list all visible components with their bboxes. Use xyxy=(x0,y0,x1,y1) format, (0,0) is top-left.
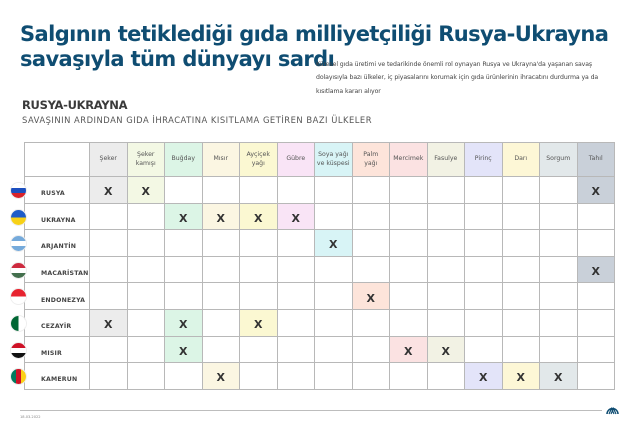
column-header xyxy=(465,143,503,177)
restriction-cell xyxy=(577,283,615,310)
restriction-cell xyxy=(165,363,203,390)
column-header-label: Tahıl xyxy=(588,155,603,163)
country-cell xyxy=(25,256,90,283)
description: Küresel gıda üretimi ve tedarikinde önemli rol oynayan Rusya ve Ukrayna'da yaşanan savaş dolayısıyla bazı ülkeler, iç piyasalarını korumak için gıda ürünlerinin ihracatını durdurma ya da kısıtlama kararı alıyor xyxy=(316,61,599,95)
restriction-cell xyxy=(277,309,315,336)
country-cell xyxy=(25,336,90,363)
country-name: MACARİSTAN xyxy=(41,270,89,278)
restriction-cell xyxy=(427,283,465,310)
column-header xyxy=(165,143,203,177)
restriction-cell xyxy=(390,203,428,230)
section-subtitle: SAVAŞININ ARDINDAN GIDA İHRACATINA KISITLAMA GETİREN BAZI ÜLKELER xyxy=(22,115,373,125)
restriction-cell xyxy=(315,309,353,336)
section-title: RUSYA-UKRAYNA xyxy=(22,98,128,112)
restriction-cell xyxy=(165,177,203,204)
restriction-mark: X xyxy=(216,211,225,225)
column-header-label: Sorgum xyxy=(546,155,571,163)
argentina-flag-icon xyxy=(11,236,26,251)
restriction-cell xyxy=(465,283,503,310)
country-name: CEZAYİR xyxy=(41,323,72,331)
restriction-mark: X xyxy=(216,371,225,385)
column-header xyxy=(127,143,165,177)
restriction-cell xyxy=(90,256,128,283)
restriction-mark: X xyxy=(554,371,563,385)
restriction-cell xyxy=(277,177,315,204)
column-header-label: Şeker xyxy=(99,155,117,163)
country-cell xyxy=(25,283,90,310)
restriction-mark: X xyxy=(179,211,188,225)
ukraine-flag-icon xyxy=(11,210,26,225)
restriction-mark: X xyxy=(591,185,600,199)
column-header-label: Şeker xyxy=(137,151,155,158)
column-header-label-2: yağı xyxy=(364,159,378,167)
restriction-cell xyxy=(165,309,203,336)
restriction-mark: X xyxy=(254,318,263,332)
restriction-cell xyxy=(502,177,540,204)
table-row xyxy=(25,363,615,390)
restriction-cell xyxy=(127,283,165,310)
column-header xyxy=(240,143,278,177)
egypt-flag-icon xyxy=(11,343,26,358)
restriction-mark: X xyxy=(179,318,188,332)
restriction-cell xyxy=(315,336,353,363)
column-header xyxy=(202,143,240,177)
restriction-cell xyxy=(165,203,203,230)
table-row xyxy=(25,256,615,283)
restriction-cell xyxy=(315,256,353,283)
country-name: ARJANTİN xyxy=(41,243,77,251)
restriction-cell xyxy=(277,230,315,257)
country-name: KAMERUN xyxy=(41,376,78,384)
restriction-cell xyxy=(165,256,203,283)
restriction-cell xyxy=(427,336,465,363)
country-cell xyxy=(25,177,90,204)
restriction-cell xyxy=(240,177,278,204)
country-name: UKRAYNA xyxy=(41,216,76,224)
restriction-mark: X xyxy=(404,344,413,358)
restriction-cell xyxy=(90,309,128,336)
country-name: MISIR xyxy=(41,349,62,357)
column-header-label: Mısır xyxy=(213,155,229,163)
restriction-mark: X xyxy=(441,344,450,358)
restriction-cell xyxy=(540,203,578,230)
restriction-cell xyxy=(90,363,128,390)
restriction-cell xyxy=(90,230,128,257)
table-row xyxy=(25,309,615,336)
column-header-label: Palm xyxy=(363,151,379,158)
restriction-mark: X xyxy=(179,344,188,358)
restriction-cell xyxy=(390,230,428,257)
restriction-cell xyxy=(127,177,165,204)
table-row xyxy=(25,203,615,230)
column-header-label-2: ve küspesi xyxy=(316,159,350,167)
restriction-cell xyxy=(240,309,278,336)
restriction-cell xyxy=(127,309,165,336)
restriction-cell xyxy=(577,309,615,336)
footer-divider xyxy=(20,410,602,411)
indonesia-flag-icon xyxy=(11,289,26,304)
algeria-flag-icon xyxy=(11,316,26,331)
table-row xyxy=(25,177,615,204)
restriction-mark: X xyxy=(141,185,150,199)
restriction-mark: X xyxy=(329,238,338,252)
restriction-cell xyxy=(502,309,540,336)
restriction-cell xyxy=(540,363,578,390)
restriction-cell xyxy=(502,256,540,283)
restriction-cell xyxy=(202,177,240,204)
aa-logo-icon xyxy=(606,404,619,415)
restriction-cell xyxy=(427,309,465,336)
restriction-cell xyxy=(540,177,578,204)
restriction-cell xyxy=(240,283,278,310)
corner-cell xyxy=(25,143,90,177)
restriction-cell xyxy=(202,230,240,257)
restriction-mark: X xyxy=(591,265,600,279)
restriction-cell xyxy=(240,203,278,230)
restriction-cell xyxy=(577,203,615,230)
restriction-cell xyxy=(427,177,465,204)
column-header xyxy=(540,143,578,177)
restriction-cell xyxy=(577,230,615,257)
restriction-cell xyxy=(240,230,278,257)
restriction-cell xyxy=(315,177,353,204)
restriction-cell xyxy=(540,283,578,310)
column-header-label: Darı xyxy=(514,155,528,163)
restriction-cell xyxy=(277,283,315,310)
column-header xyxy=(90,143,128,177)
restriction-cell xyxy=(352,336,390,363)
restriction-cell xyxy=(240,256,278,283)
restriction-mark: X xyxy=(254,211,263,225)
restriction-cell xyxy=(315,283,353,310)
country-name: ENDONEZYA xyxy=(41,296,86,304)
restriction-cell xyxy=(540,309,578,336)
restriction-cell xyxy=(390,177,428,204)
restriction-cell xyxy=(127,363,165,390)
footer-date: 18.03.2022 xyxy=(20,415,41,419)
restriction-cell xyxy=(352,256,390,283)
title-line-1: Salgının tetiklediği gıda milliyetçiliği Rusya-Ukrayna xyxy=(20,22,609,46)
restriction-cell xyxy=(90,283,128,310)
restriction-mark: X xyxy=(479,371,488,385)
hungary-flag-icon xyxy=(11,263,26,278)
restriction-cell xyxy=(540,256,578,283)
restriction-cell xyxy=(465,336,503,363)
restriction-cell xyxy=(315,363,353,390)
restriction-cell xyxy=(465,363,503,390)
restriction-cell xyxy=(540,336,578,363)
restriction-cell xyxy=(352,230,390,257)
restriction-cell xyxy=(390,283,428,310)
restriction-cell xyxy=(90,203,128,230)
restriction-cell xyxy=(502,203,540,230)
restriction-cell xyxy=(465,309,503,336)
header-row xyxy=(25,143,615,177)
restriction-cell xyxy=(390,336,428,363)
restriction-cell xyxy=(502,283,540,310)
restriction-cell xyxy=(202,336,240,363)
table-row xyxy=(25,283,615,310)
restriction-cell xyxy=(390,309,428,336)
restriction-cell xyxy=(165,283,203,310)
restriction-cell xyxy=(577,363,615,390)
column-header-label: Pirinç xyxy=(474,155,492,163)
restriction-cell xyxy=(202,256,240,283)
restriction-cell xyxy=(427,230,465,257)
restriction-cell xyxy=(465,177,503,204)
restriction-cell xyxy=(202,203,240,230)
country-cell xyxy=(25,363,90,390)
restriction-cell xyxy=(202,363,240,390)
column-header-label: Mercimek xyxy=(393,155,424,163)
column-header xyxy=(577,143,615,177)
restriction-cell xyxy=(465,256,503,283)
column-header-label: Fasulye xyxy=(434,155,458,163)
column-header-label: Ayçiçek xyxy=(246,151,270,158)
column-header xyxy=(390,143,428,177)
restriction-cell xyxy=(165,230,203,257)
table-row xyxy=(25,230,615,257)
column-header-label: Buğday xyxy=(171,155,195,163)
column-header xyxy=(315,143,353,177)
restriction-cell xyxy=(502,336,540,363)
restriction-cell xyxy=(277,256,315,283)
country-cell xyxy=(25,309,90,336)
column-header-label: Gübre xyxy=(286,155,306,163)
restriction-cell xyxy=(240,363,278,390)
column-header xyxy=(502,143,540,177)
restriction-cell xyxy=(315,203,353,230)
restriction-cell xyxy=(352,363,390,390)
restriction-cell xyxy=(502,230,540,257)
restriction-mark: X xyxy=(104,185,113,199)
restriction-cell xyxy=(127,230,165,257)
restriction-cell xyxy=(277,336,315,363)
column-header xyxy=(427,143,465,177)
cameroon-flag-icon xyxy=(11,369,26,384)
restriction-cell xyxy=(390,256,428,283)
restriction-cell xyxy=(277,363,315,390)
restriction-cell xyxy=(465,203,503,230)
restriction-cell xyxy=(315,230,353,257)
restriction-mark: X xyxy=(516,371,525,385)
column-header xyxy=(352,143,390,177)
table-row xyxy=(25,336,615,363)
restriction-cell xyxy=(577,256,615,283)
restriction-cell xyxy=(127,203,165,230)
restriction-mark: X xyxy=(366,291,375,305)
restriction-cell xyxy=(577,336,615,363)
restriction-cell xyxy=(240,336,278,363)
restriction-cell xyxy=(577,177,615,204)
restriction-cell xyxy=(352,309,390,336)
restriction-cell xyxy=(352,177,390,204)
column-header-label-2: kamışı xyxy=(135,159,156,167)
restriction-cell xyxy=(277,203,315,230)
restriction-cell xyxy=(352,283,390,310)
restriction-cell xyxy=(427,203,465,230)
country-cell xyxy=(25,203,90,230)
column-header xyxy=(277,143,315,177)
restriction-cell xyxy=(165,336,203,363)
russia-flag-icon xyxy=(11,183,26,198)
restriction-cell xyxy=(127,336,165,363)
column-header-label-2: yağı xyxy=(251,159,265,167)
restriction-cell xyxy=(465,230,503,257)
title-line-2: savaşıyla tüm dünyayı sardı xyxy=(20,47,335,71)
restrictions-table xyxy=(24,142,615,390)
restriction-cell xyxy=(390,363,428,390)
restriction-mark: X xyxy=(291,211,300,225)
restriction-mark: X xyxy=(104,318,113,332)
restriction-cell xyxy=(427,256,465,283)
restriction-cell xyxy=(202,309,240,336)
restriction-cell xyxy=(90,336,128,363)
restriction-cell xyxy=(202,283,240,310)
country-cell xyxy=(25,230,90,257)
restriction-cell xyxy=(352,203,390,230)
restriction-cell xyxy=(427,363,465,390)
restriction-cell xyxy=(540,230,578,257)
column-header-label: Soya yağı xyxy=(318,151,349,158)
restriction-cell xyxy=(502,363,540,390)
restriction-cell xyxy=(90,177,128,204)
restriction-cell xyxy=(127,256,165,283)
country-name: RUSYA xyxy=(41,190,65,198)
